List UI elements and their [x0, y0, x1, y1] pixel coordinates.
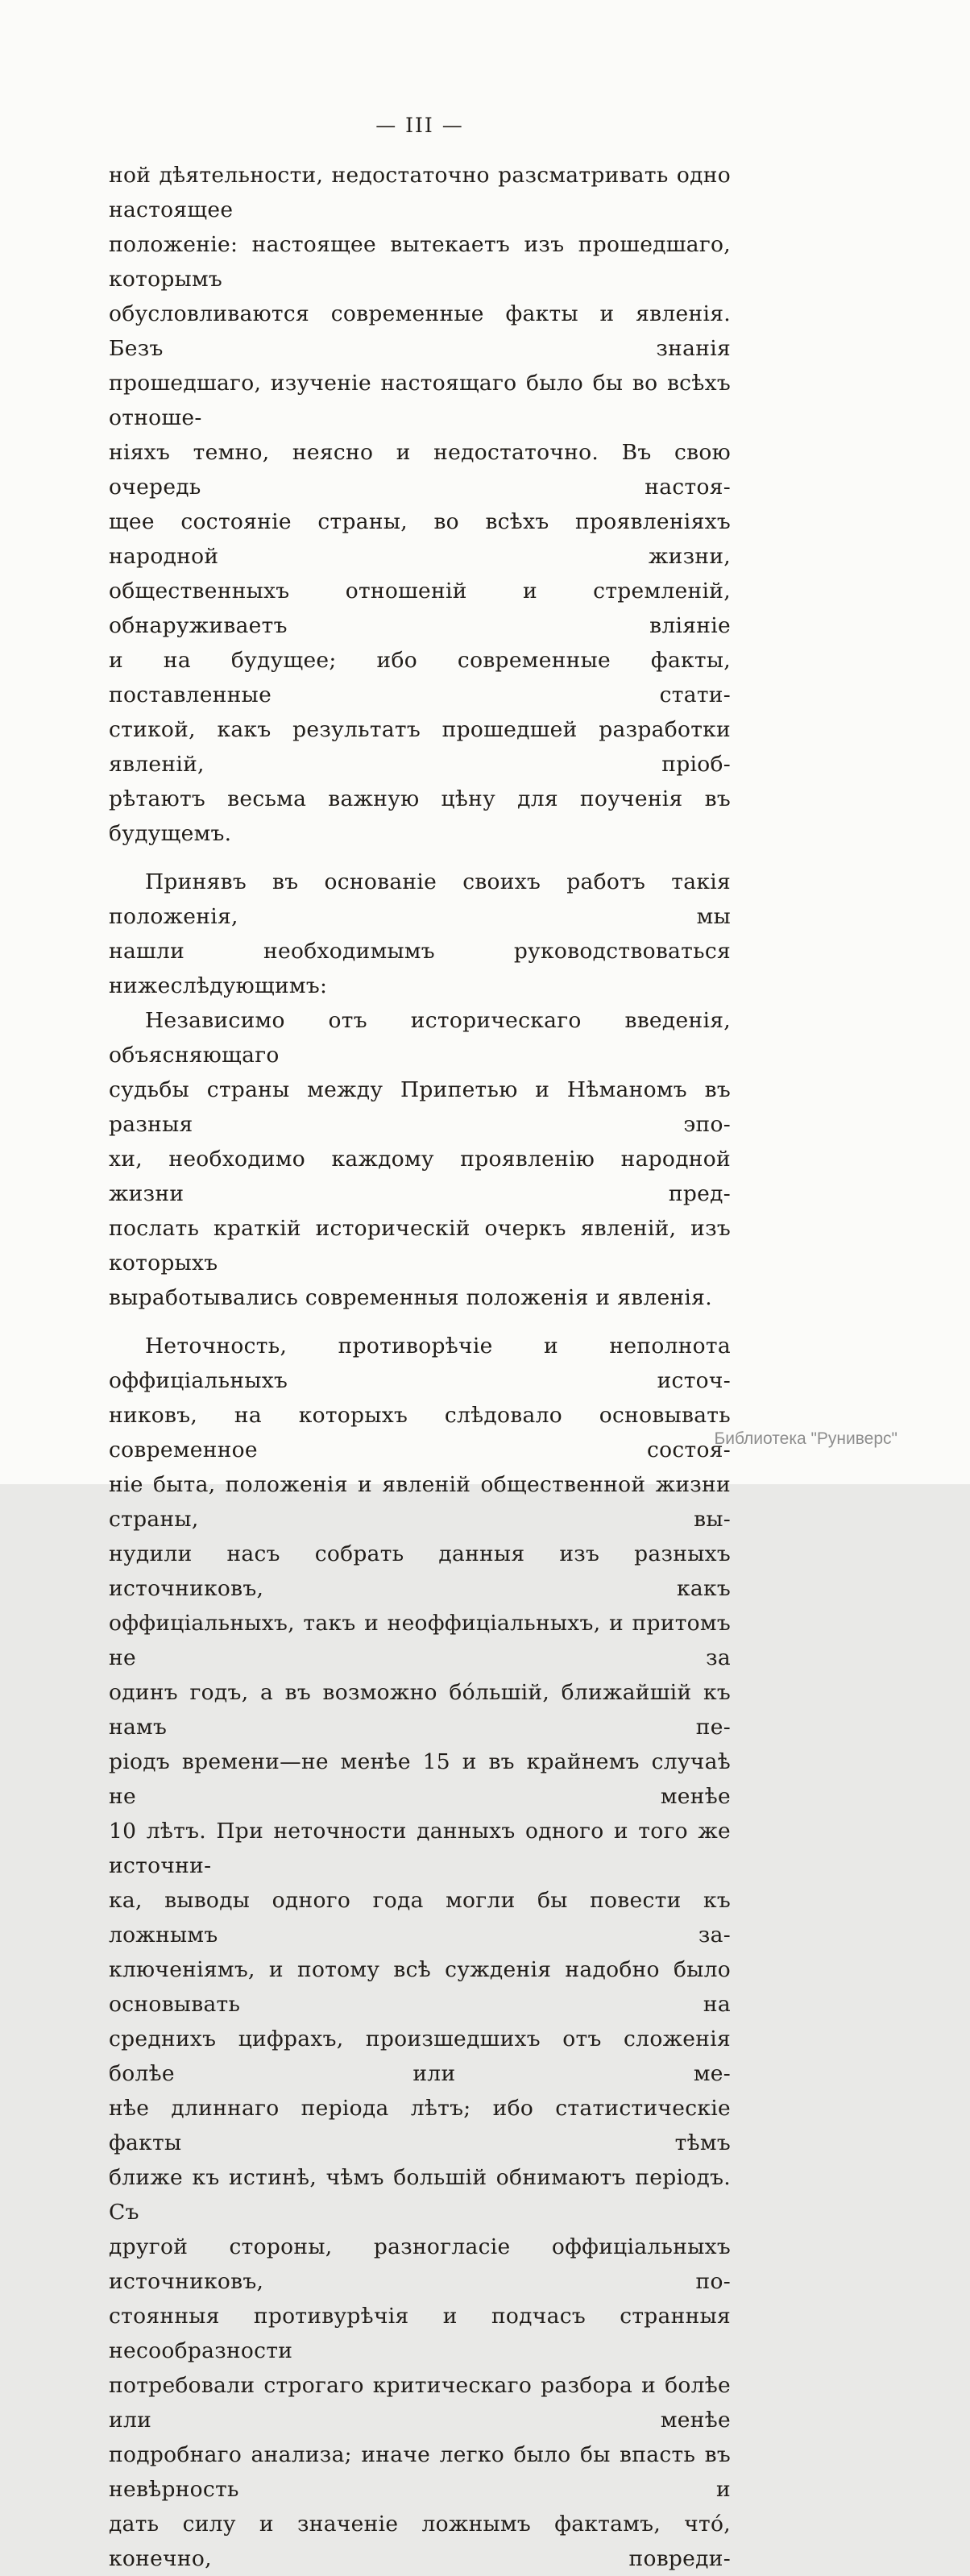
text-line: никовъ, на которыхъ слѣдовало основывать современное состоя-: [109, 1403, 731, 1462]
text-line: и на будущее; ибо современные факты, поставленные стати-: [109, 648, 731, 707]
text-line: потребовали строгаго критическаго разбора и болѣе или менѣе: [109, 2373, 731, 2433]
text-line: обусловливаются современные факты и явленія. Безъ знанія: [109, 301, 731, 361]
text-line: хи, необходимо каждому проявленію народной жизни пред-: [109, 1147, 731, 1206]
text-line: нудили насъ собрать данныя изъ разныхъ источниковъ, какъ: [109, 1541, 731, 1601]
text-line: Принявъ въ основаніе своихъ работъ такія положенія, мы: [109, 869, 731, 929]
text-block: [109, 158, 731, 2576]
text-line: стоянныя противурѣчія и подчасъ странныя несообразности: [109, 2304, 731, 2363]
text-line: 10 лѣтъ. При неточности данныхъ одного и того же источни-: [109, 1819, 731, 1878]
text-line: ніе быта, положенія и явленій общественной жизни страны, вы-: [109, 1472, 731, 1532]
text-line: рѣтаютъ весьма важную цѣну для поученія въ будущемъ.: [109, 786, 731, 846]
text-line: подробнаго анализа; иначе легко было бы впасть въ невѣрность и: [109, 2442, 731, 2502]
text-line: ключеніямъ, и потому всѣ сужденія надобно было основывать на: [109, 1957, 731, 2017]
text-line: оффиціальныхъ, такъ и неоффиціальныхъ, и притомъ не за: [109, 1611, 731, 1670]
text-line: Неточность, противорѣчіе и неполнота оффиціальныхъ источ-: [109, 1334, 731, 1393]
text-line: одинъ годъ, а въ возможно бо́льшій, ближайшій къ намъ пе-: [109, 1680, 731, 1740]
text-line: нашли необходимымъ руководствоваться нижеслѣдующимъ:: [109, 939, 731, 998]
text-line: щее состояніе страны, во всѣхъ проявленіяхъ народной жизни,: [109, 509, 731, 569]
text-line: судьбы страны между Припетью и Нѣманомъ въ разныя эпо-: [109, 1077, 731, 1137]
text-line: ка, выводы одного года могли бы повести къ ложнымъ за-: [109, 1888, 731, 1948]
text-line: ніяхъ темно, неясно и недостаточно. Въ свою очередь настоя-: [109, 440, 731, 500]
text-line: прошедшаго, изученіе настоящаго было бы во всѣхъ отноше-: [109, 371, 731, 430]
paragraph: [109, 1003, 731, 1315]
paragraph: [109, 865, 731, 1003]
text-line: среднихъ цифрахъ, произшедшихъ отъ сложенія болѣе или ме-: [109, 2026, 731, 2086]
text-line: положеніе: настоящее вытекаетъ изъ прошедшаго, которымъ: [109, 232, 731, 292]
text-line: ной дѣятельности, недостаточно разсматривать одно настоящее: [109, 163, 731, 222]
page-number: — III —: [375, 114, 464, 137]
text-line: ближе къ истинѣ, чѣмъ большій обнимаютъ періодъ. Съ: [109, 2165, 731, 2225]
text-line: Независимо отъ историческаго введенія, объясняющаго: [109, 1008, 731, 1068]
text-line: общественныхъ отношеній и стремленій, обнаруживаетъ вліяніе: [109, 579, 731, 638]
text-line: дать силу и значеніе ложнымъ фактамъ, что́, конечно, повреди-: [109, 2512, 731, 2571]
text-line: другой стороны, разногласіе оффиціальныхъ источниковъ, по-: [109, 2234, 731, 2294]
paragraph: [109, 158, 731, 851]
text-line: стикой, какъ результатъ прошедшей разработки явленій, пріоб-: [109, 717, 731, 777]
paragraph: [109, 1329, 731, 2576]
watermark: Библиотека "Руниверс": [714, 1429, 897, 1448]
text-line: послать краткій историческій очеркъ явленій, изъ которыхъ: [109, 1216, 731, 1276]
text-line: выработывались современныя положенія и явленія.: [109, 1285, 712, 1310]
text-line: нѣе длиннаго періода лѣтъ; ибо статистическіе факты тѣмъ: [109, 2096, 731, 2155]
text-line: ріодъ времени—не менѣе 15 и въ крайнемъ случаѣ не менѣе: [109, 1749, 731, 1809]
